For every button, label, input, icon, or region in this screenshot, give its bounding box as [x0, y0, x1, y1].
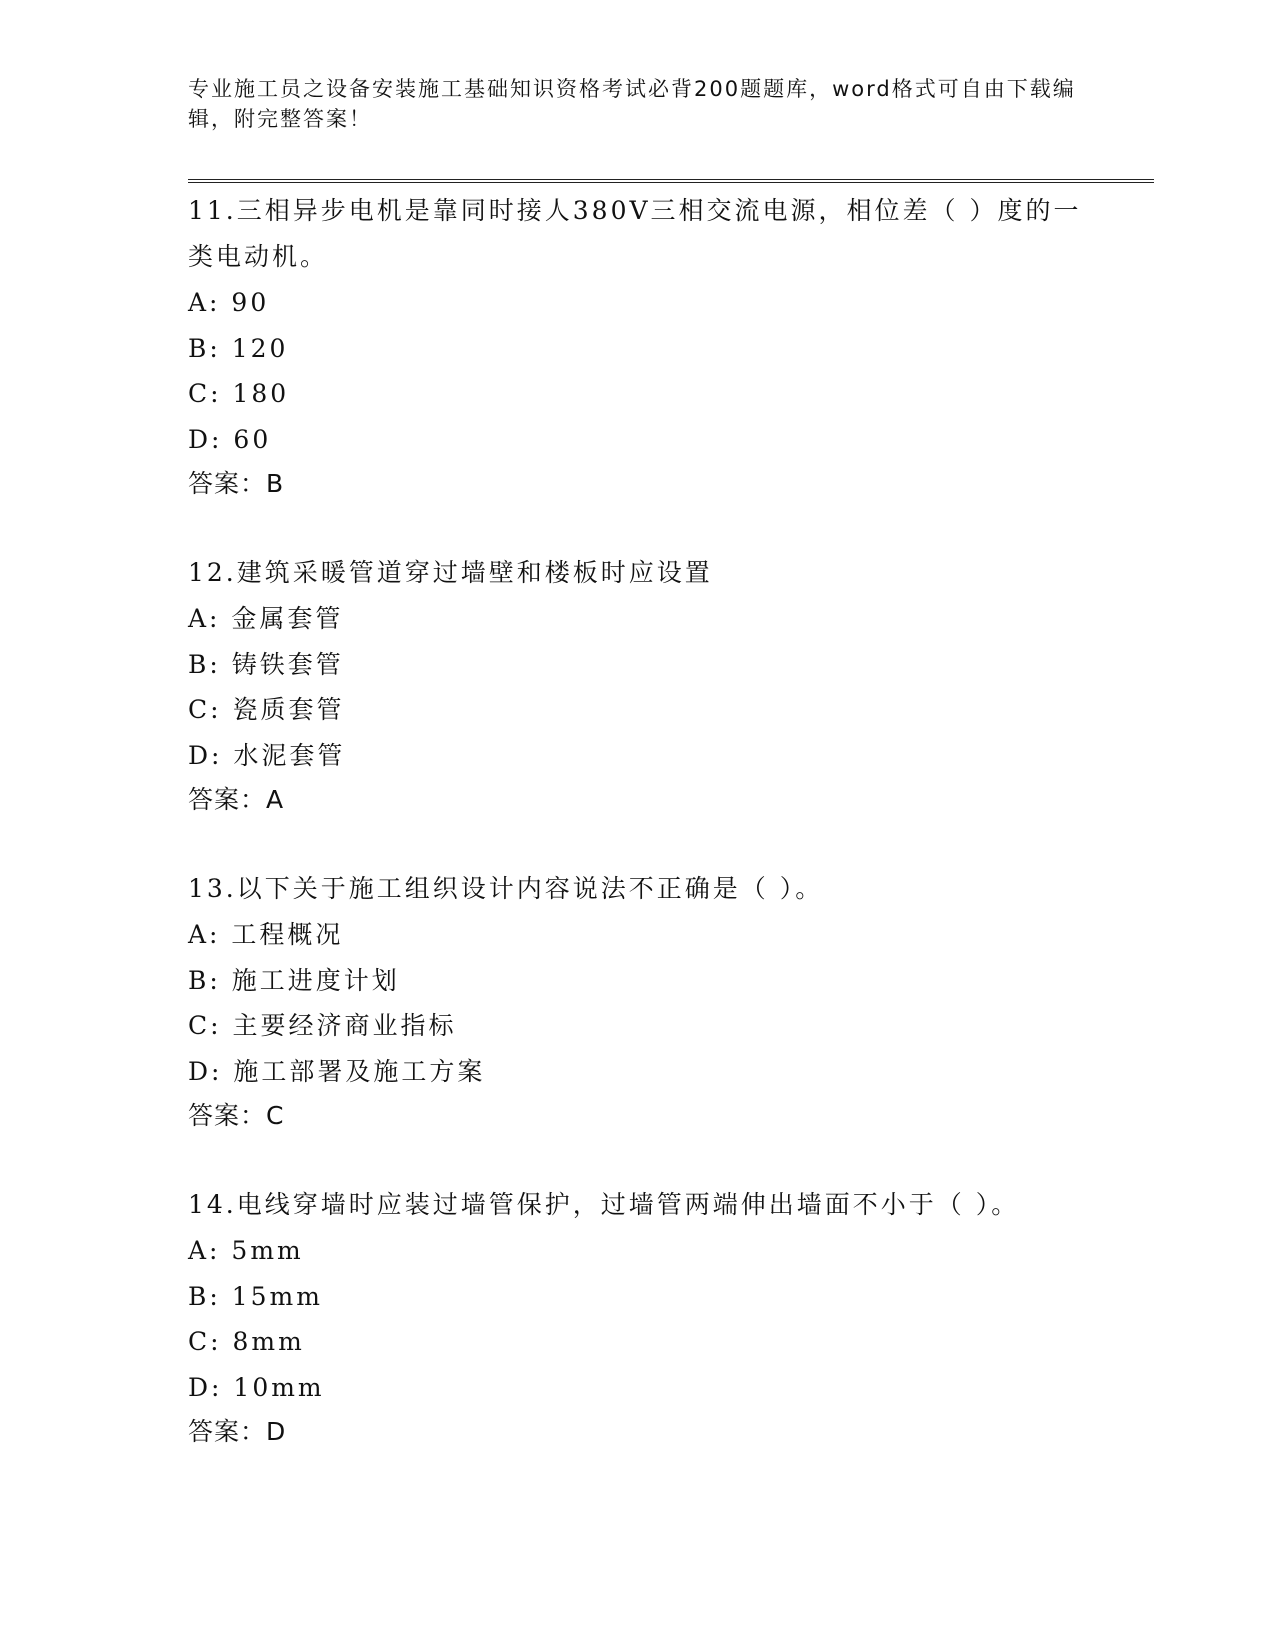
option-c: C: 180: [188, 379, 290, 408]
option-b: B: 施工进度计划: [188, 965, 400, 995]
option-d: D: 施工部署及施工方案: [188, 1056, 486, 1086]
option-c: C: 8mm: [188, 1327, 305, 1356]
question-item: [188, 866, 1088, 1138]
option-d: D: 水泥套管: [188, 740, 346, 770]
option-c: C: 瓷质套管: [188, 695, 345, 724]
document-header: 专业施工员之设备安装施工基础知识资格考试必背200题题库，word格式可自由下载编辑，附完整答案！: [188, 77, 1076, 131]
option-a: A: 金属套管: [188, 604, 344, 633]
answer-line: 答案：D: [188, 1417, 287, 1446]
answer-line: 答案：C: [188, 1101, 285, 1130]
question-text: 11.三相异步电机是靠同时接人380V三相交流电源，相位差（ ）度的一类电动机。: [188, 196, 1082, 271]
option-a: A: 工程概况: [188, 920, 344, 949]
question-text: 12.建筑采暖管道穿过墙壁和楼板时应设置: [188, 558, 713, 587]
answer-line: 答案：A: [188, 785, 285, 814]
header-divider: [188, 179, 1154, 183]
option-b: B: 铸铁套管: [188, 649, 344, 679]
option-d: D: 10mm: [188, 1372, 325, 1402]
option-c: C: 主要经济商业指标: [188, 1011, 457, 1040]
option-a: A: 5mm: [188, 1236, 304, 1265]
question-item: [188, 550, 1088, 822]
question-item: [188, 1182, 1088, 1454]
option-a: A: 90: [188, 288, 270, 317]
question-list: [188, 188, 1088, 1498]
option-d: D: 60: [188, 424, 272, 454]
question-text: 13.以下关于施工组织设计内容说法不正确是（ ）。: [188, 874, 824, 903]
answer-line: 答案：B: [188, 469, 285, 498]
question-item: [188, 188, 1088, 506]
question-text: 14.电线穿墙时应装过墙管保护，过墙管两端伸出墙面不小于（ ）。: [188, 1190, 1020, 1219]
option-b: B: 120: [188, 333, 289, 363]
option-b: B: 15mm: [188, 1281, 323, 1311]
